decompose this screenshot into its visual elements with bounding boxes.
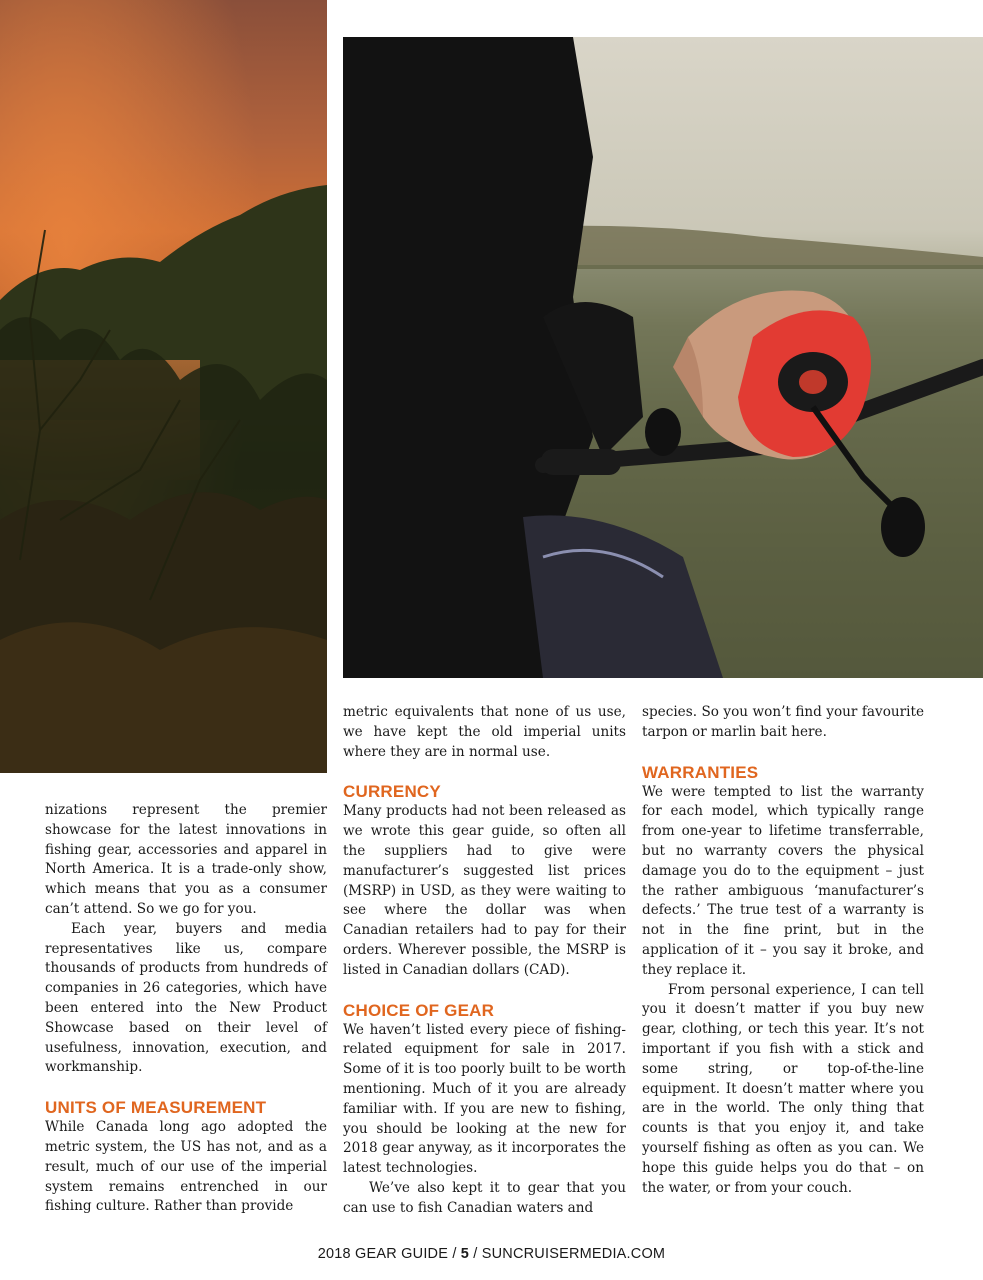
section-heading-units: UNITS OF MEASUREMENT — [45, 1098, 267, 1118]
body-paragraph: nizations represent the premier showcase for the latest innovations in fishing gear, accessories and apparel in North America. It is a trade-only show, which means that you as a consumer can’t attend. So we go for you. — [45, 802, 327, 917]
body-paragraph: We haven’t listed every piece of fishing-related equipment for sale in 2017. Some of it is too poorly built to be worth mentioning. Much of it you are already familiar with. If you are new to fishing, you should be looking at the new for 2018 gear anyway, as it incorporates the latest technologies. — [343, 1021, 626, 1177]
section-heading-choice-of-gear: CHOICE OF GEAR — [343, 1000, 495, 1020]
body-paragraph: While Canada long ago adopted the metric system, the US has not, and as a result, much of our use of the imperial system remains entrenched in our fishing culture. Rather than provide — [45, 1119, 327, 1215]
page-footer — [0, 1246, 983, 1262]
body-paragraph: From personal experience, I can tell you it doesn’t matter if you buy new gear, clothing, or tech this year. It’s not important if you fish with a stick and some string, or top-of-the-line equipment. It doesn’t matter where you are in the world. The only thing that counts is that you enjoy it, and take yourself fishing as often as you can. We hope this guide helps you do that – on the water, or from your couch. — [642, 981, 924, 1196]
body-paragraph: We were tempted to list the warranty for each model, which typically range from one-year to lifetime transferrable, but no warranty covers the physical damage you do to the equipment – just the rather ambiguous ‘manufacturer’s defects.’ The true test of a warranty is not in the fine print, but in the application of it – you say it broke, and they replace it. — [642, 783, 924, 978]
body-paragraph: species. So you won’t find your favourite tarpon or marlin bait here. — [642, 704, 924, 740]
section-heading-warranties: WARRANTIES — [642, 762, 759, 782]
body-paragraph: We’ve also kept it to gear that you can use to fish Canadian waters and — [343, 1179, 626, 1216]
column-1 — [45, 801, 327, 1217]
footer-publication: 2018 GEAR GUIDE / — [317, 1246, 457, 1262]
section-heading-currency: CURRENCY — [343, 782, 441, 802]
body-paragraph: Many products had not been released as we wrote this gear guide, so often all the suppliers had to give were manufacturer’s suggested list prices (MSRP) in USD, as they were waiting to see where the dollar was when Canadian retailers had to pay for their orders. Wherever possible, the MSRP is listed in Canadian dollars (CAD). — [343, 803, 626, 978]
column-3 — [642, 703, 924, 1198]
body-paragraph: metric equivalents that none of us use, we have kept the old imperial units where they are in normal use. — [343, 704, 626, 760]
body-paragraph: Each year, buyers and media representatives like us, compare thousands of products from hundreds of companies in 26 categories, which have been entered into the New Product Showcase based on their level of usefulness, innovation, execution, and workmanship. — [45, 920, 327, 1076]
footer-website: / SUNCRUISERMEDIA.COM — [473, 1246, 666, 1262]
angler-reel-photo — [343, 37, 983, 678]
sunset-lake-photo — [0, 0, 327, 773]
column-2 — [343, 703, 626, 1219]
page-number: 5 — [460, 1246, 470, 1262]
